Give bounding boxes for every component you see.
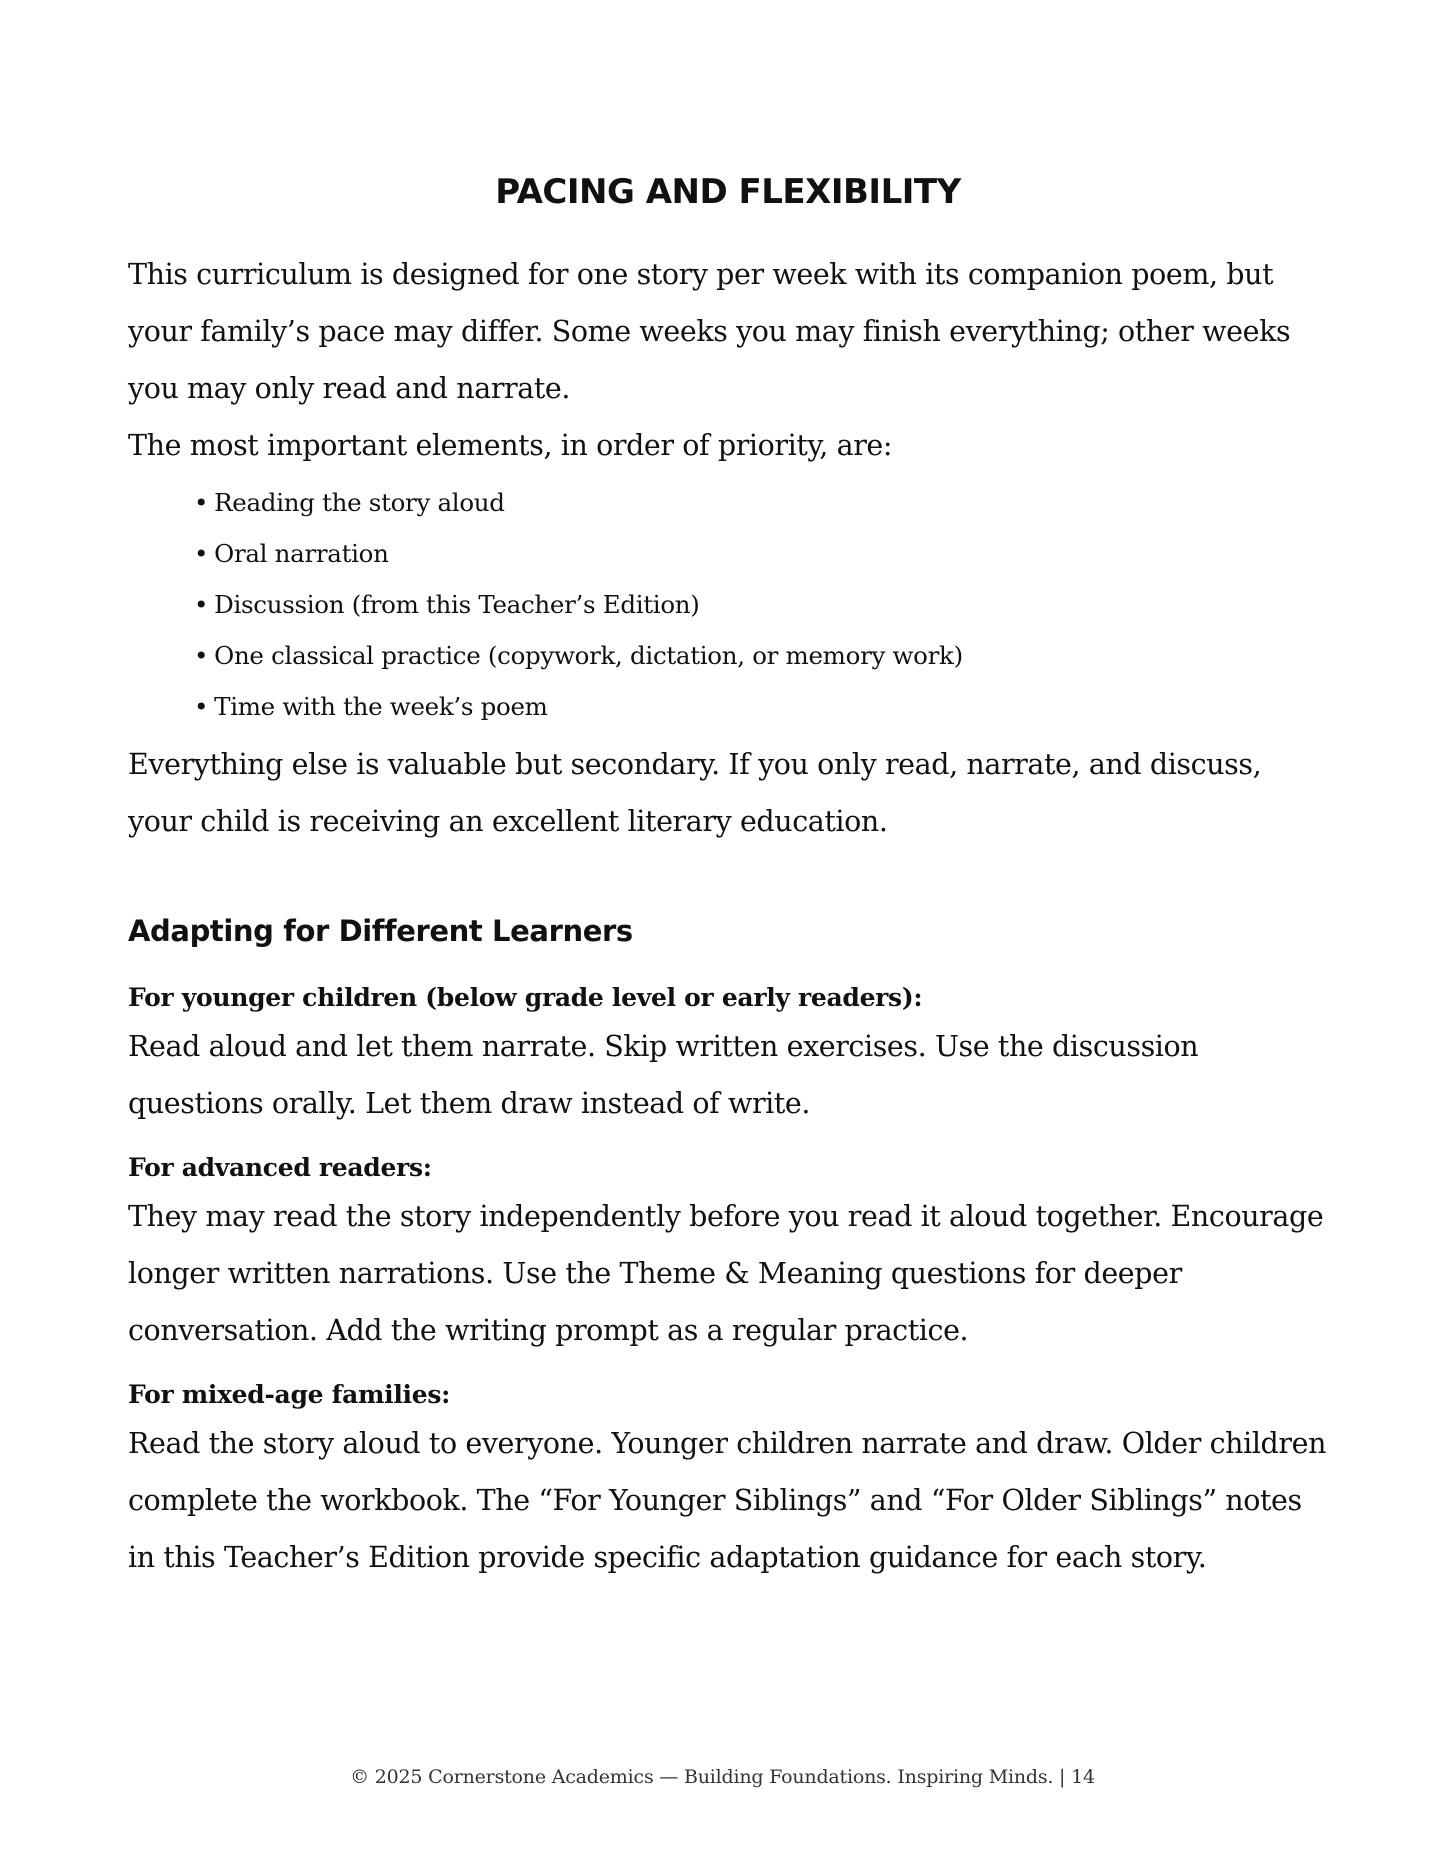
adaptation-mixed-age [128,1375,1328,1586]
list-item: • Discussion (from this Teacher’s Edition) [194,590,700,619]
adaptation-text: Read the story aloud to everyone. Younger children narrate and draw. Older children complete the workbook. The “For Younger Siblings” and “For Older Siblings” notes in this Teacher’s Edition provide specific adaptation guidance for each story. [128,1427,1327,1574]
list-item: • Reading the story aloud [194,488,505,517]
page-content [128,172,1328,1602]
adaptation-younger [128,978,1328,1132]
adaptation-label: For younger children (below grade level or early readers): [128,983,923,1012]
closing-paragraph: Everything else is valuable but secondary. If you only read, narrate, and discuss, your child is receiving an excellent literary education. [128,748,1262,838]
priority-list [128,477,1328,732]
adaptation-label: For mixed-age families: [128,1380,451,1409]
list-item: • Oral narration [194,539,389,568]
adaptation-label: For advanced readers: [128,1153,432,1182]
list-item: • One classical practice (copywork, dictation, or memory work) [194,641,963,670]
bullet-icon: • [194,590,209,619]
adaptation-text: They may read the story independently before you read it aloud together. Encourage longer written narrations. Use the Theme & Meaning questions for deeper conversation. Add the writing prompt as a regular practice. [128,1200,1324,1347]
section-heading: Adapting for Different Learners [128,914,633,948]
adaptation-advanced [128,1148,1328,1359]
bullet-icon: • [194,641,209,670]
page-footer: © 2025 Cornerstone Academics — Building Foundations. Inspiring Minds. | 14 [350,1766,1095,1788]
bullet-icon: • [194,539,209,568]
adaptation-text: Read aloud and let them narrate. Skip written exercises. Use the discussion questions orally. Let them draw instead of write. [128,1030,1199,1120]
list-item: • Time with the week’s poem [194,692,548,721]
intro-paragraph: This curriculum is designed for one story per week with its companion poem, but your family’s pace may differ. Some weeks you may finish everything; other weeks you may only read and narrate. [128,258,1291,405]
priority-lead: The most important elements, in order of priority, are: [128,429,893,462]
page-title: PACING AND FLEXIBILITY [495,172,961,212]
bullet-icon: • [194,488,209,517]
bullet-icon: • [194,692,209,721]
